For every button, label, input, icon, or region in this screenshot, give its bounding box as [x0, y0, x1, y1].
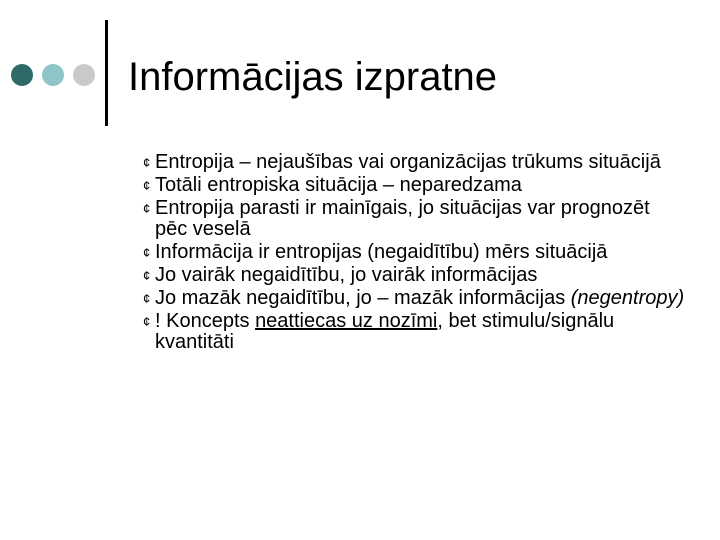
bullet-item: [145, 311, 685, 353]
circle-bullet-icon: ¢: [143, 178, 151, 193]
bullet-list: [145, 152, 685, 355]
bullet-item: [145, 288, 685, 309]
light-teal-dot: [42, 64, 64, 86]
bullet-underlined-text: neattiecas uz nozīmi: [255, 310, 438, 332]
bullet-text: Jo vairāk negaidītību, jo vairāk informācijas: [155, 264, 538, 286]
circle-bullet-icon: ¢: [143, 314, 151, 329]
circle-bullet-icon: ¢: [143, 268, 151, 283]
circle-bullet-icon: ¢: [143, 155, 151, 170]
gray-dot: [73, 64, 95, 86]
slide-title: Informācijas izpratne: [128, 55, 498, 99]
bullet-text: Totāli entropiska situācija – neparedzama: [155, 174, 522, 196]
circle-bullet-icon: ¢: [143, 201, 151, 216]
dark-teal-dot: [11, 64, 33, 86]
bullet-text: ! Koncepts: [155, 310, 256, 332]
bullet-item: [145, 198, 685, 240]
bullet-text: Informācija ir entropijas (negaidītību) mērs situācijā: [155, 241, 608, 263]
bullet-item: [145, 175, 685, 196]
bullet-text: Entropija – nejaušības vai organizācijas trūkums situācijā: [155, 151, 661, 173]
bullet-item: [145, 265, 685, 286]
bullet-text: Entropija parasti ir mainīgais, jo situācijas var prognozēt pēc veselā: [155, 197, 650, 240]
circle-bullet-icon: ¢: [143, 291, 151, 306]
bullet-item: [145, 152, 685, 173]
circle-bullet-icon: ¢: [143, 245, 151, 260]
bullet-italic-text: (negentropy): [570, 287, 685, 309]
bullet-text: , bet stimulu/signālu kvantitāti: [155, 310, 615, 353]
decorative-dots: [11, 64, 101, 86]
bullet-text: Jo mazāk negaidītību, jo – mazāk informācijas: [155, 287, 566, 309]
title-divider-line: [105, 20, 108, 126]
bullet-item: [145, 242, 685, 263]
